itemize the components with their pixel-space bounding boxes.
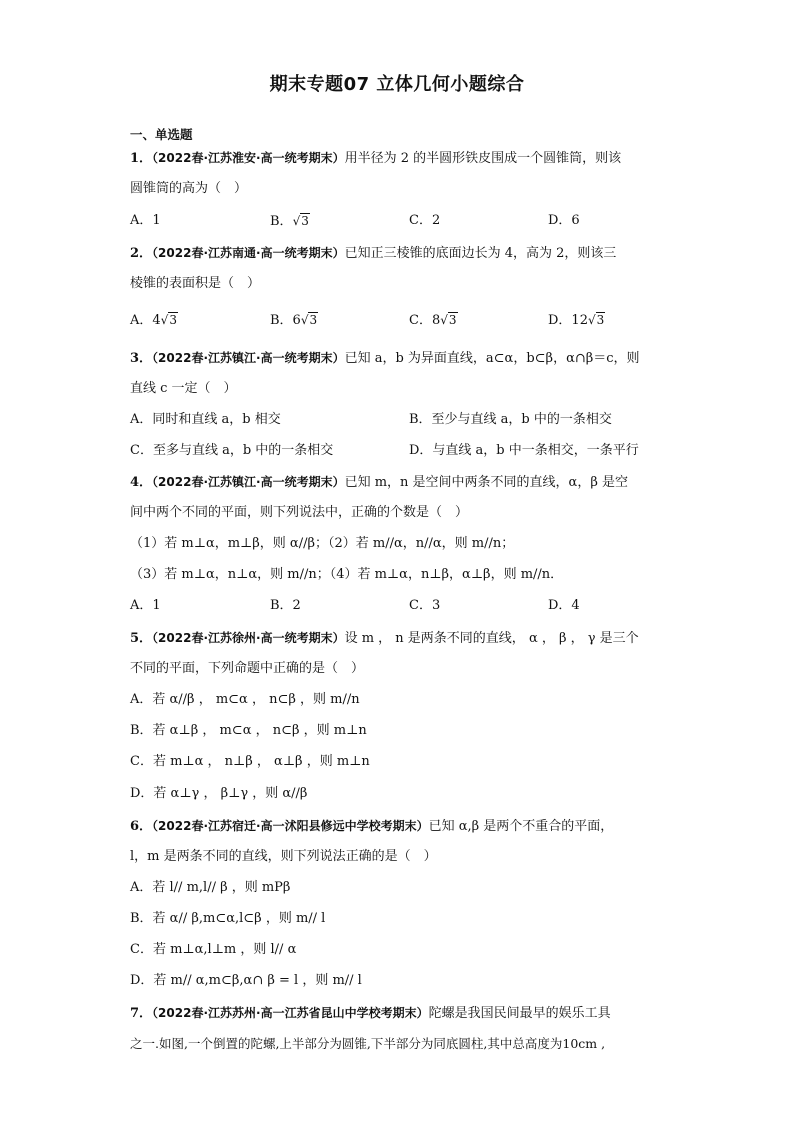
option-c: C．若 m⊥α ， n⊥β ， α⊥β ，则 m⊥n [130, 754, 370, 769]
option-label: B． [270, 214, 293, 229]
question-source: （2022春·江苏南通·高一统考期末） [152, 246, 345, 260]
option-d: D．6 [548, 213, 580, 228]
option-label: A．4 [130, 313, 161, 328]
radicand: 3 [596, 313, 605, 327]
question-number: 5． [130, 631, 153, 646]
sqrt-expression: √3 [300, 313, 318, 327]
option-b [270, 312, 318, 329]
question-number: 3． [130, 351, 153, 366]
question-text: 已知正三棱锥的底面边长为 4，高为 2，则该三 [344, 246, 617, 261]
option-label: D．12 [548, 313, 588, 328]
question-text: 已知 α,β 是两个不重合的平面， [428, 819, 614, 834]
option-a [130, 312, 178, 329]
option-b: B．至少与直线 a，b 中的一条相交 [409, 412, 612, 427]
question-number: 7． [130, 1006, 153, 1021]
option-d: D．若 m// α,m⊂β,α∩ β = l ，则 m// l [130, 973, 362, 988]
question-text: 圆锥筒的高为（ ） [130, 181, 248, 196]
question-number: 6． [130, 819, 153, 834]
question-text: 已知 m，n 是空间中两条不同的直线，α，β 是空 [344, 475, 628, 490]
radicand: 3 [309, 313, 318, 327]
radicand: 3 [301, 214, 309, 228]
option-b [270, 213, 310, 230]
sqrt-expression: √3 [292, 214, 309, 228]
option-b: B．2 [270, 598, 301, 613]
question-number: 2． [130, 246, 153, 261]
option-c [409, 312, 458, 329]
question-source: （2022春·江苏徐州·高一统考期末） [152, 631, 345, 645]
question-2 [130, 245, 616, 262]
option-label: B．6 [270, 313, 301, 328]
option-d: D．与直线 a，b 中一条相交，一条平行 [409, 443, 639, 458]
page-title: 期末专题07 立体几何小题综合 [269, 74, 525, 95]
question-5 [130, 630, 639, 647]
question-source: （2022春·江苏镇江·高一统考期末） [152, 475, 345, 489]
sqrt-expression: √3 [440, 313, 457, 327]
option-a: A．1 [130, 213, 161, 228]
question-text: 棱锥的表面积是（ ） [130, 276, 261, 291]
sqrt-expression: √3 [160, 313, 177, 327]
question-text: 之一.如图,一个倒置的陀螺,上半部分为圆锥,下半部分为同底圆柱,其中总高度为10cm , [130, 1036, 606, 1051]
radicand: 3 [169, 313, 177, 327]
question-1 [130, 150, 621, 167]
question-text: l，m 是两条不同的直线，则下列说法正确的是（ ） [130, 849, 437, 864]
question-text: （3）若 m⊥α，n⊥α，则 m//n；（4）若 m⊥α，n⊥β，α⊥β，则 m//n． [130, 567, 564, 582]
question-source: （2022春·江苏苏州·高一江苏省昆山中学校考期末） [152, 1006, 429, 1020]
question-text: 已知 a，b 为异面直线，a⊂α，b⊂β，α∩β＝c，则 [344, 351, 640, 366]
question-3 [130, 350, 640, 367]
question-text: 间中两个不同的平面，则下列说法中，正确的个数是（ ） [130, 505, 469, 520]
question-text: 设 m ， n 是两条不同的直线， α ， β ， γ 是三个 [344, 631, 639, 646]
option-d: D．4 [548, 598, 580, 613]
option-c: C．2 [409, 213, 441, 228]
section-heading: 一、单选题 [130, 127, 193, 142]
option-a: A．若 α//β ， m⊂α ， n⊂β ，则 m//n [130, 692, 360, 707]
option-d [548, 312, 605, 329]
sqrt-expression: √3 [587, 313, 605, 327]
question-text: 不同的平面，下列命题中正确的是（ ） [130, 661, 365, 676]
option-a: A．1 [130, 598, 161, 613]
question-text: 陀螺是我国民间最早的娱乐工具 [428, 1006, 611, 1021]
question-4 [130, 474, 628, 491]
question-source: （2022春·江苏宿迁·高一沭阳县修远中学校考期末） [152, 819, 429, 833]
option-c: C．3 [409, 598, 441, 613]
question-7 [130, 1005, 611, 1022]
option-a: A．同时和直线 a，b 相交 [130, 412, 281, 427]
option-a: A．若 l// m,l// β ，则 mPβ [130, 880, 291, 895]
option-b: B．若 α// β,m⊂α,l⊂β ，则 m// l [130, 911, 326, 926]
question-source: （2022春·江苏淮安·高一统考期末） [152, 151, 345, 165]
question-6 [130, 818, 613, 835]
question-text: （1）若 m⊥α，m⊥β，则 α//β；（2）若 m//α，n//α，则 m//n； [130, 536, 515, 551]
option-c: C．至多与直线 a，b 中的一条相交 [130, 443, 334, 458]
option-d: D．若 α⊥γ ， β⊥γ ，则 α//β [130, 786, 308, 801]
question-number: 4． [130, 475, 153, 490]
radicand: 3 [448, 313, 457, 327]
question-source: （2022春·江苏镇江·高一统考期末） [152, 351, 345, 365]
question-number: 1． [130, 151, 153, 166]
question-text: 用半径为 2 的半圆形铁皮围成一个圆锥筒，则该 [344, 151, 622, 166]
question-text: 直线 c 一定（ ） [130, 381, 237, 396]
option-label: C．8 [409, 313, 441, 328]
option-b: B．若 α⊥β ， m⊂α ， n⊂β ，则 m⊥n [130, 723, 367, 738]
option-c: C．若 m⊥α,l⊥m ，则 l// α [130, 942, 297, 957]
